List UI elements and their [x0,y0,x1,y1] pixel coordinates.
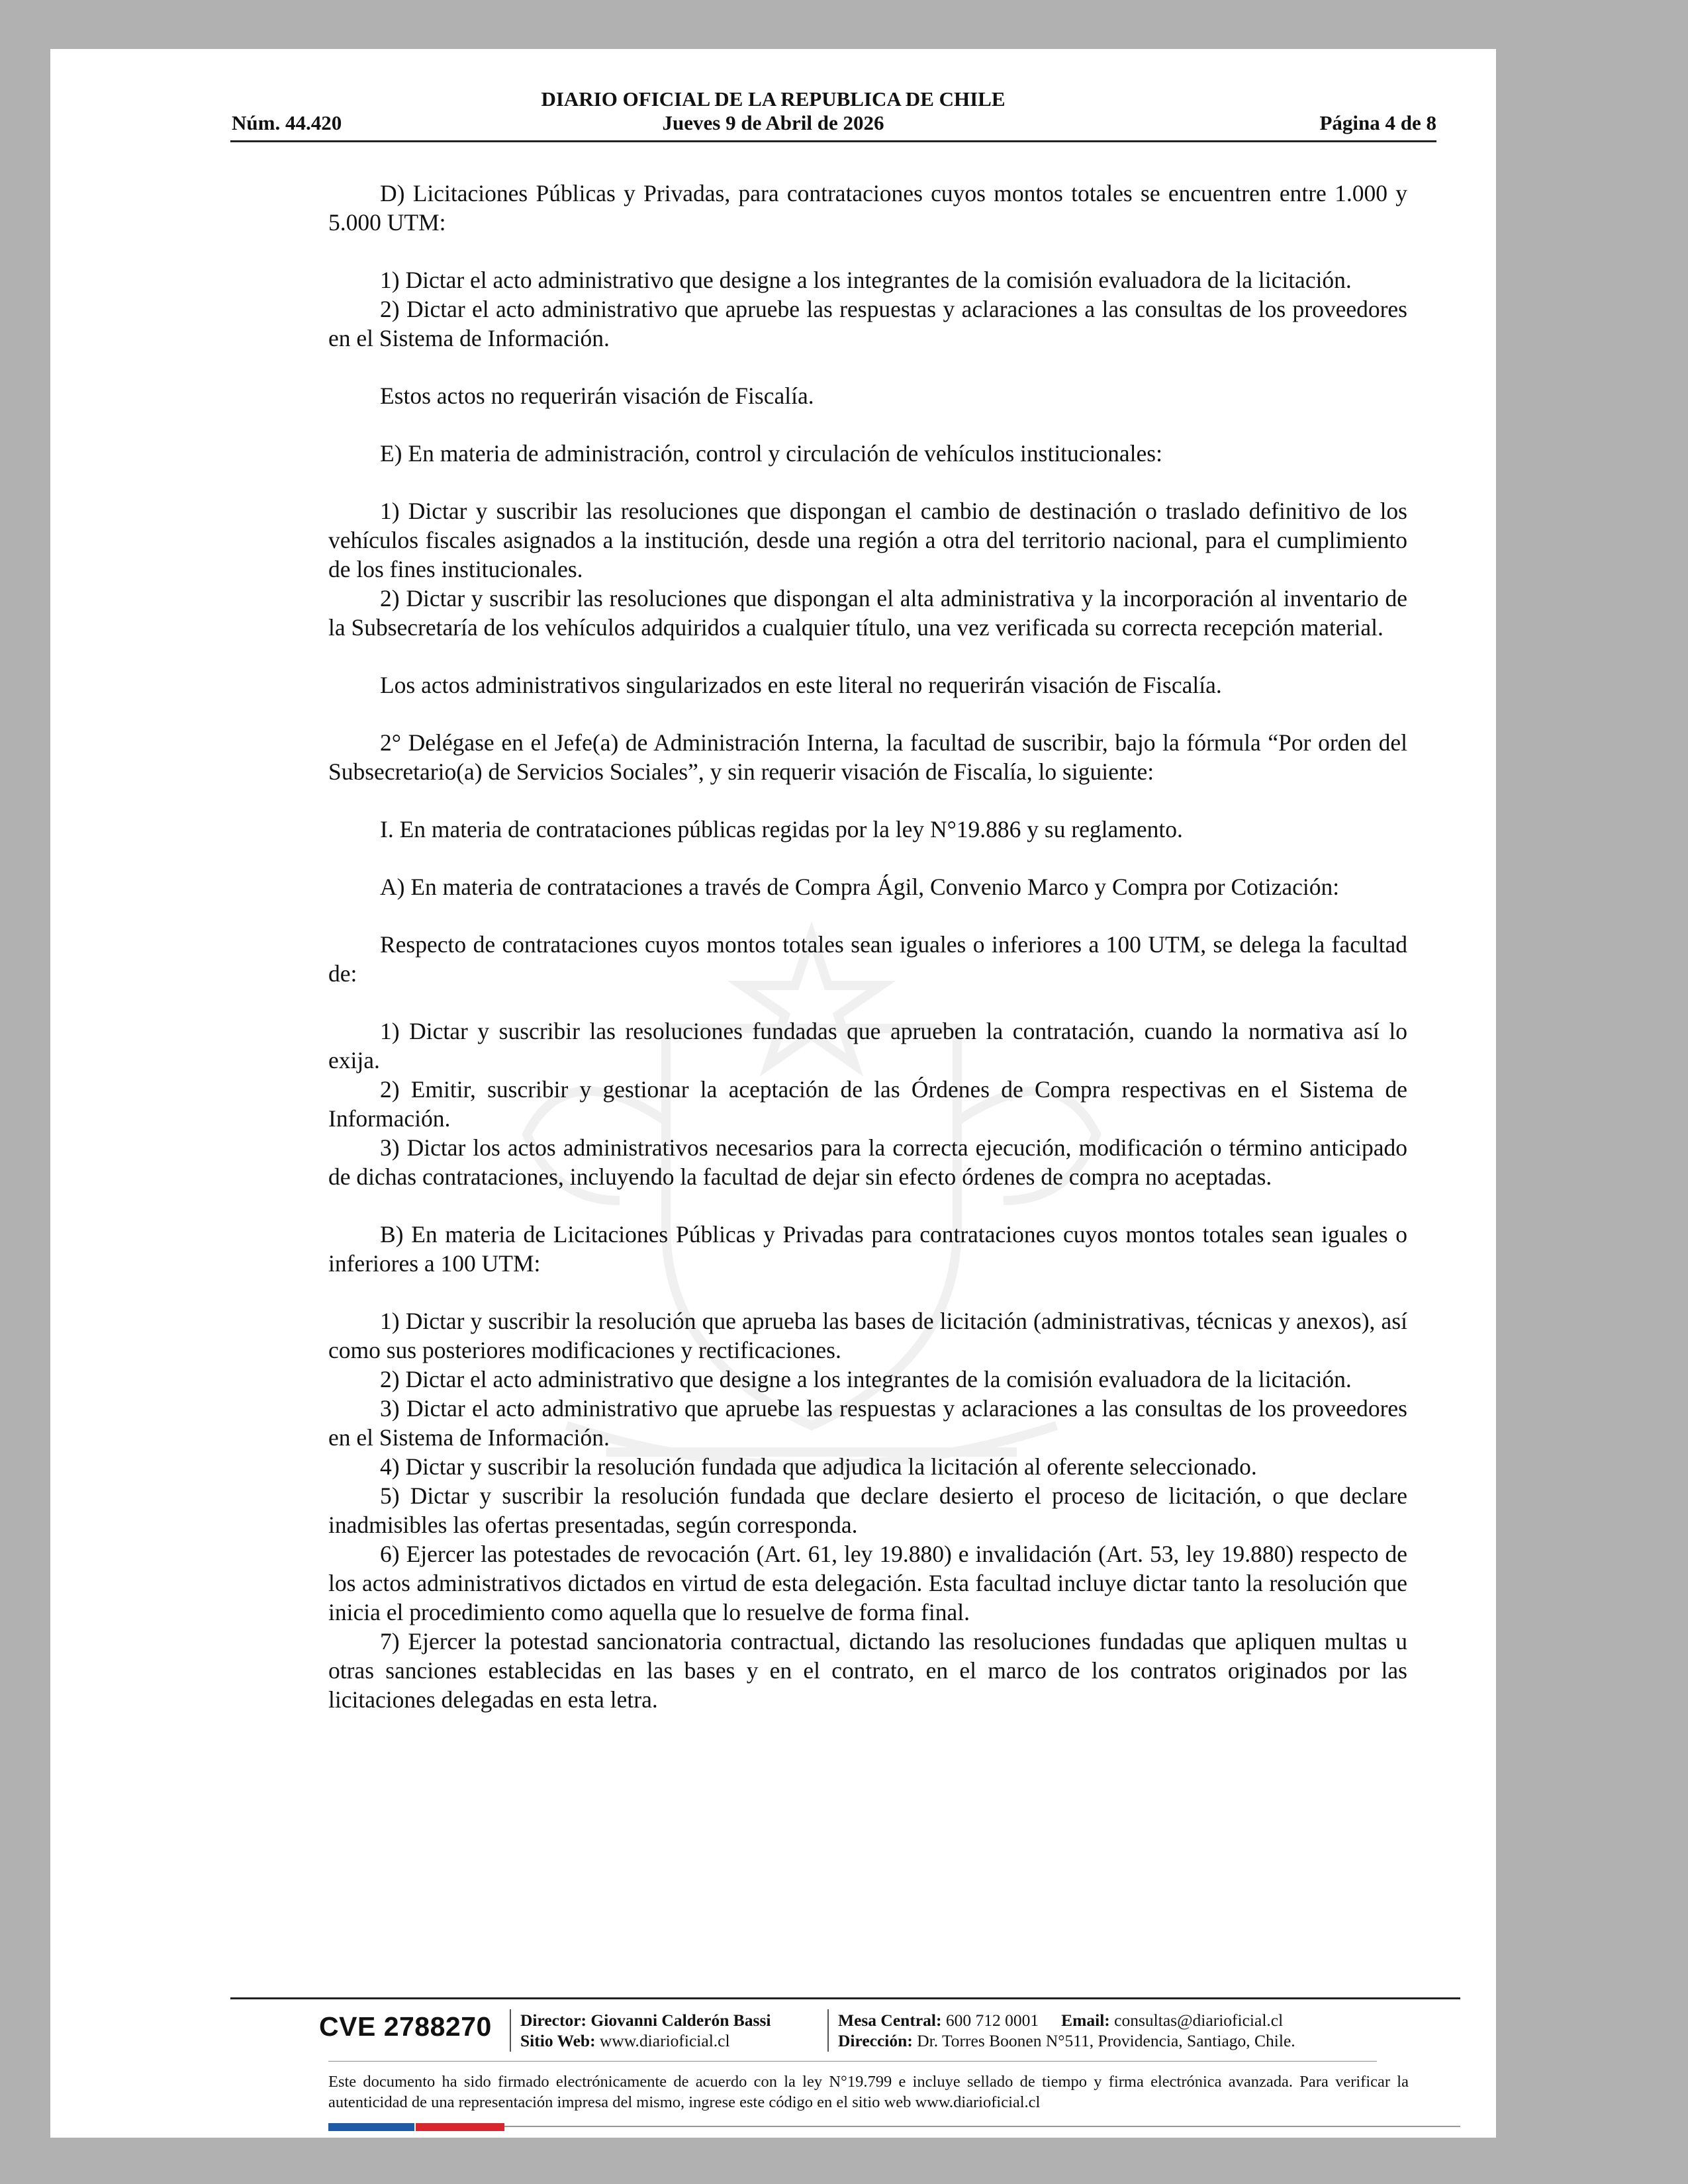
footer-contact-block [838,2010,1295,2051]
legal-notice: Este documento ha sido firmado electrónicamente de acuerdo con la ley N°19.799 e incluye sellado de tiempo y firma electrónica avanzada. Para verificar la autenticidad de una representación impresa del mismo, ingrese este código en el sitio web www.diarioficial.cl [328,2073,1409,2111]
paragraph: Estos actos no requerirán visación de Fiscalía. [380,383,814,409]
paragraph: A) En materia de contrataciones a través de Compra Ágil, Convenio Marco y Compra por Cotización: [380,874,1340,900]
page-indicator: Página 4 de 8 [1319,111,1436,134]
mesa-label: Mesa Central: [838,2011,942,2030]
site-link[interactable]: www.diarioficial.cl [599,2031,730,2050]
issue-date: Jueves 9 de Abril de 2026 [662,111,884,134]
mesa-phone: 600 712 0001 [945,2011,1039,2030]
paragraph: Los actos administrativos singularizados en este literal no requerirán visación de Fiscalía. [380,672,1222,698]
paragraph: E) En materia de administración, control y circulación de vehículos institucionales: [380,440,1162,467]
address-value: Dr. Torres Boonen N°511, Providencia, Santiago, Chile. [917,2031,1295,2050]
paragraph: 2) Dictar el acto administrativo que apruebe las respuestas y aclaraciones a las consultas de los proveedores en el Sistema de Información. [328,296,1407,351]
footer-director-block [520,2010,771,2051]
paragraph: 2) Dictar el acto administrativo que designe a los integrantes de la comisión evaluadora de la licitación. [380,1366,1352,1392]
paragraph: 3) Dictar el acto administrativo que apruebe las respuestas y aclaraciones a las consultas de los proveedores en el Sistema de Información. [328,1395,1407,1451]
site-label: Sitio Web: [520,2031,596,2050]
paragraph: 2) Dictar y suscribir las resoluciones que dispongan el alta administrativa y la incorporación al inventario de la Subsecretaría de los vehículos adquiridos a cualquier título, una vez verificada su correcta recepción material. [328,585,1407,641]
paragraph: 4) Dictar y suscribir la resolución fundada que adjudica la licitación al oferente seleccionado. [380,1453,1257,1480]
email-link[interactable]: consultas@diarioficial.cl [1114,2011,1284,2030]
paragraph: 1) Dictar y suscribir las resoluciones que dispongan el cambio de destinación o traslado definitivo de los vehículos fiscales asignados a la institución, desde una región a otra del territorio nacional, para el cumplimiento de los fines institucionales. [328,498,1407,582]
newspaper-title: DIARIO OFICIAL DE LA REPUBLICA DE CHILE [541,87,1006,111]
director-name: Giovanni Calderón Bassi [590,2011,771,2030]
footer-divider [230,1997,1460,1999]
issue-number: Núm. 44.420 [232,111,342,134]
paragraph: 6) Ejercer las potestades de revocación (Art. 61, ley 19.880) e invalidación (Art. 53, ley 19.880) respecto de los actos administrativos dictados en virtud de esta delegación. Esta facultad incluye dictar tanto la resolución que inicia el procedimiento como aquella que lo resuelve de forma final. [328,1541,1407,1625]
paragraph: 2) Emitir, suscribir y gestionar la aceptación de las Órdenes de Compra respectivas en el Sistema de Información. [328,1076,1407,1132]
paragraph: 2° Delégase en el Jefe(a) de Administración Interna, la facultad de suscribir, bajo la fórmula “Por orden del Subsecretario(a) de Servicios Sociales”, y sin requerir visación de Fiscalía, lo siguiente: [328,729,1407,785]
paragraph: 1) Dictar y suscribir las resoluciones fundadas que aprueben la contratación, cuando la normativa así lo exija. [328,1018,1407,1073]
document-body [328,179,1407,1714]
footer-separator [510,2009,511,2052]
footer-thin-divider [328,2061,1377,2062]
paragraph: 1) Dictar el acto administrativo que designe a los integrantes de la comisión evaluadora de la licitación. [380,267,1352,293]
paragraph: Respecto de contrataciones cuyos montos totales sean iguales o inferiores a 100 UTM, se delega la facultad de: [328,931,1407,987]
paragraph: I. En materia de contrataciones públicas regidas por la ley N°19.886 y su reglamento. [380,816,1183,842]
email-label: Email: [1061,2011,1110,2030]
paragraph: 7) Ejercer la potestad sancionatoria contractual, dictando las resoluciones fundadas que apliquen multas u otras sanciones establecidas en las bases y en el contrato, en el marco de los contratos originados por las licitaciones delegadas en esta letra. [328,1628,1407,1713]
paragraph: 3) Dictar los actos administrativos necesarios para la correcta ejecución, modificación o término anticipado de dichas contrataciones, incluyendo la facultad de dejar sin efecto órdenes de compra no aceptadas. [328,1134,1407,1190]
cve-code: CVE 2788270 [319,2011,492,2042]
paragraph: 5) Dictar y suscribir la resolución fundada que declare desierto el proceso de licitación, o que declare inadmisibles las ofertas presentadas, según corresponda. [328,1482,1407,1538]
footer-separator [827,2009,829,2052]
address-label: Dirección: [838,2031,913,2050]
header-divider [230,140,1436,142]
director-label: Director: [520,2011,587,2030]
paragraph: 1) Dictar y suscribir la resolución que aprueba las bases de licitación (administrativas, técnicas y anexos), así como sus posteriores modificaciones y rectificaciones. [328,1308,1407,1363]
paragraph: D) Licitaciones Públicas y Privadas, para contrataciones cuyos montos totales se encuentren entre 1.000 y 5.000 UTM: [328,180,1407,236]
footer-bottom-rule [504,2126,1460,2127]
paragraph: B) En materia de Licitaciones Públicas y Privadas para contrataciones cuyos montos totales sean iguales o inferiores a 100 UTM: [328,1221,1407,1277]
document-page [50,49,1496,2138]
flag-stripe-red [416,2123,504,2131]
flag-stripe-blue [328,2123,414,2131]
